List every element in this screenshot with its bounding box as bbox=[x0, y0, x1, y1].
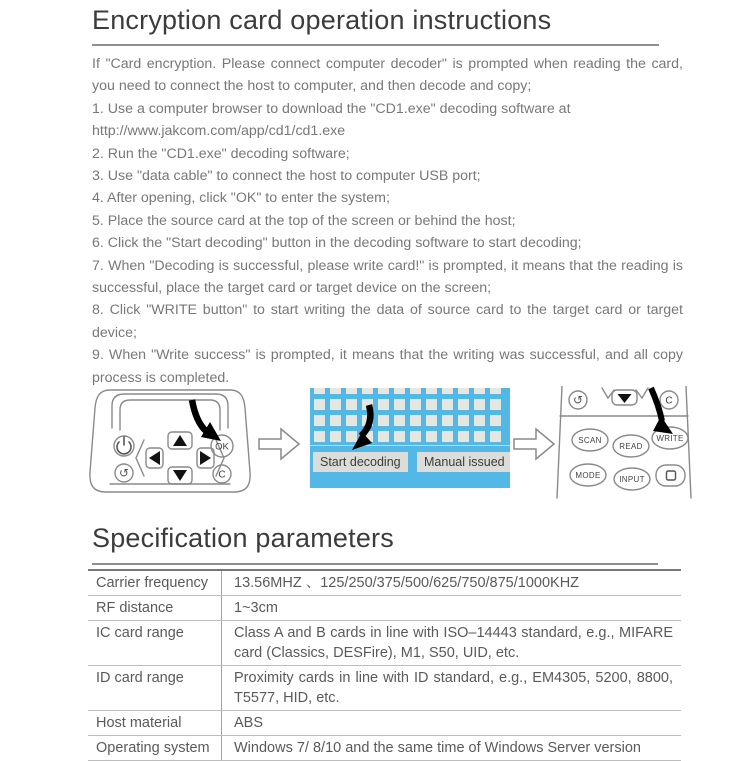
spec-value: 13.56MHZ 、125/250/375/500/625/750/875/1000KHZ bbox=[222, 570, 682, 596]
specification-table bbox=[88, 569, 681, 761]
illustration-band bbox=[0, 386, 750, 504]
table-row bbox=[88, 570, 681, 596]
stop-square-icon bbox=[667, 471, 676, 480]
dpad-left-arrow-icon bbox=[149, 451, 160, 465]
instruction-step-7: 7. When "Decoding is successful, please write card!" is prompted, it means that the reading is successful, place the target card or target device on the screen; bbox=[92, 257, 683, 297]
spec-value: Proximity cards in line with ID standard, e.g., EM4305, 5200, 8800, T5577, HID, etc. bbox=[222, 666, 682, 711]
manual-issued-button: Manual issued bbox=[417, 452, 510, 472]
instruction-intro: If "Card encryption. Please connect computer decoder" is prompted when reading the card, you need to connect the host to computer, and then decode and copy; bbox=[92, 56, 683, 95]
title-underline bbox=[92, 563, 658, 565]
right-block-arrow-icon bbox=[257, 426, 301, 462]
start-decoding-button: Start decoding bbox=[313, 452, 408, 472]
spec-value: 1~3cm bbox=[222, 596, 682, 621]
scan-button-label: SCAN bbox=[578, 436, 602, 445]
data-matrix-row bbox=[314, 388, 506, 394]
instruction-step-2: 2. Run the "CD1.exe" decoding software; bbox=[92, 145, 350, 162]
instruction-step-5: 5. Place the source card at the top of the screen or behind the host; bbox=[92, 212, 516, 229]
instruction-step-9: 9. When "Write success" is prompted, it means that the writing was successful, and all copy process is completed. bbox=[92, 347, 683, 386]
keypad-device-illustration bbox=[556, 386, 692, 500]
screen-bezel-outer bbox=[112, 394, 228, 428]
spec-label: RF distance bbox=[88, 596, 222, 621]
title-underline bbox=[92, 44, 659, 46]
instruction-step-1: 1. Use a computer browser to download the "CD1.exe" decoding software at bbox=[92, 100, 571, 117]
stop-button bbox=[656, 465, 685, 486]
device-left-edge bbox=[557, 386, 562, 498]
instruction-step-6: 6. Click the "Start decoding" button in the decoding software to start decoding; bbox=[92, 235, 582, 252]
ok-button-label: OK bbox=[215, 441, 229, 453]
spec-label: Operating system bbox=[88, 736, 222, 761]
table-row bbox=[88, 666, 681, 711]
spec-label: Carrier frequency bbox=[88, 570, 222, 596]
spec-label: IC card range bbox=[88, 621, 222, 666]
spec-label: Host material bbox=[88, 711, 222, 736]
curved-arrow-to-ok-icon bbox=[192, 400, 221, 441]
section-title-specifications: Specification parameters bbox=[92, 523, 394, 553]
dpad-up-arrow-icon bbox=[173, 435, 187, 446]
instruction-step-3: 3. Use "data cable" to connect the host to computer USB port; bbox=[92, 168, 481, 185]
dpad-right-mark bbox=[636, 388, 648, 398]
back-icon: ↺ bbox=[118, 466, 130, 480]
read-button-label: READ bbox=[619, 442, 643, 451]
right-block-arrow-icon bbox=[512, 426, 556, 462]
mode-button-label: MODE bbox=[575, 471, 601, 480]
spec-value: Class A and B cards in line with ISO–14443 standard, e.g., MIFARE card (Classics, DESFire), M1, S50, UID, etc. bbox=[222, 621, 682, 666]
table-row bbox=[88, 596, 681, 621]
instruction-step-8: 8. Click "WRITE button" to start writing the data of source card to the target card or target device; bbox=[92, 302, 683, 341]
spec-label: ID card range bbox=[88, 666, 222, 711]
spec-value: Windows 7/ 8/10 and the same time of Windows Server version bbox=[222, 736, 682, 761]
dpad-down-arrow-icon bbox=[618, 394, 632, 403]
spec-value: ABS bbox=[222, 711, 682, 736]
instruction-step-4: 4. After opening, click "OK" to enter the system; bbox=[92, 190, 390, 207]
dpad-left-wing bbox=[136, 440, 144, 476]
input-button-label: INPUT bbox=[619, 475, 645, 484]
section-title-instructions: Encryption card operation instructions bbox=[92, 5, 552, 35]
table-row bbox=[88, 621, 681, 666]
data-matrix-row bbox=[314, 415, 506, 426]
curved-arrow-to-start-decoding-icon bbox=[344, 402, 384, 454]
screen-divider-line bbox=[310, 445, 510, 446]
decoder-software-screen bbox=[310, 388, 510, 488]
handheld-device-illustration bbox=[84, 386, 256, 500]
data-matrix-row bbox=[314, 399, 506, 410]
write-button-label: WRITE bbox=[656, 434, 684, 443]
dpad-down-arrow-icon bbox=[173, 470, 187, 481]
instruction-step-1-url: http://www.jakcom.com/app/cd1/cd1.exe bbox=[92, 123, 346, 140]
back-icon: ↺ bbox=[572, 393, 584, 407]
table-row bbox=[88, 711, 681, 736]
data-matrix-row bbox=[314, 431, 506, 442]
c-button-label: C bbox=[665, 395, 673, 407]
instruction-text-block bbox=[92, 53, 683, 389]
c-button-label: C bbox=[218, 469, 226, 481]
table-row bbox=[88, 736, 681, 761]
dpad-right-arrow-icon bbox=[200, 451, 211, 465]
